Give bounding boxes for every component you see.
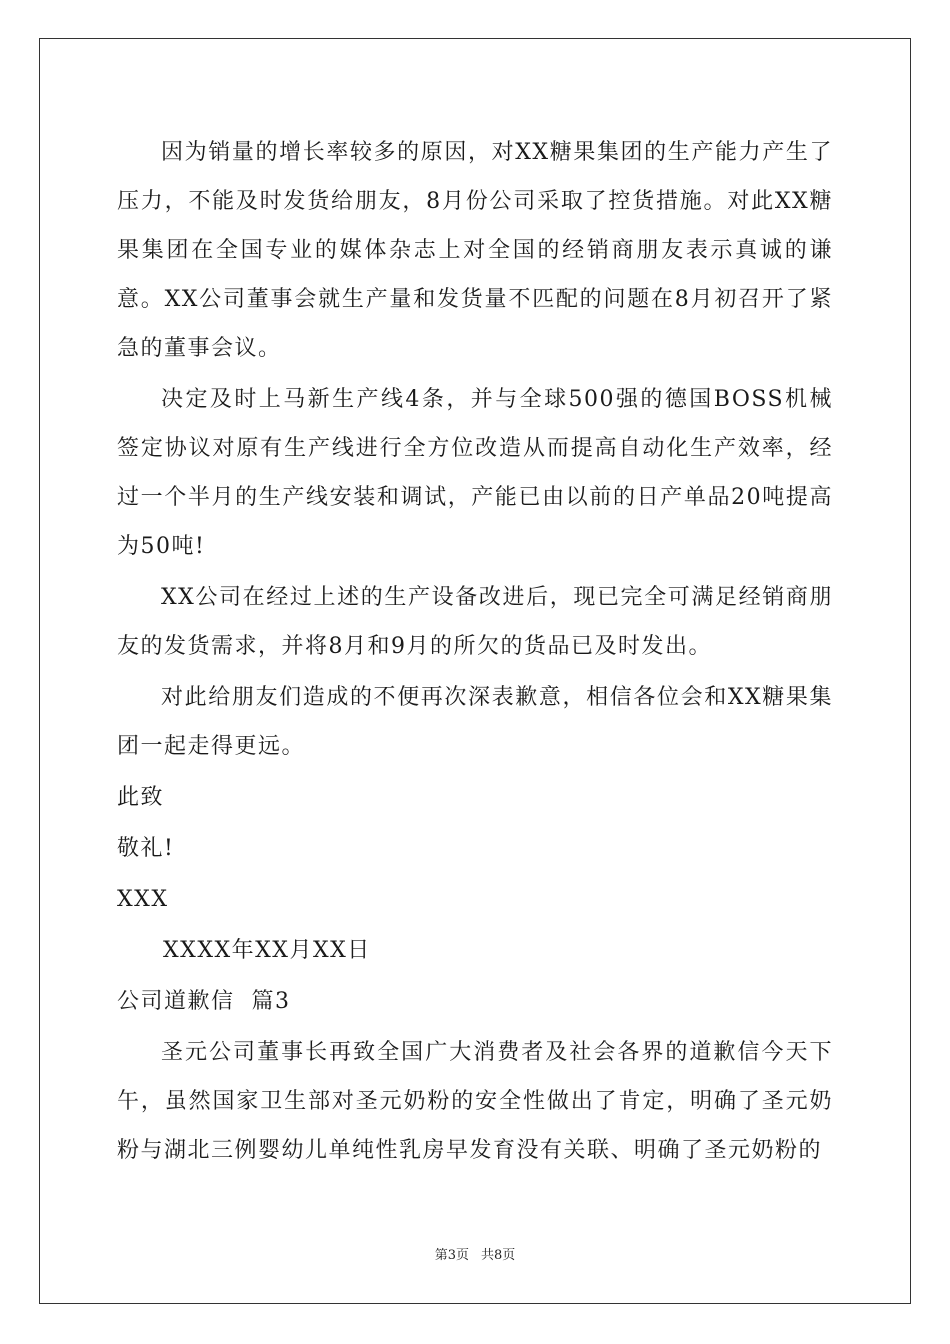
signer-name: XXX [117,887,169,912]
paragraph-4: 对此给朋友们造成的不便再次深表歉意，相信各位会和XX糖果集团一起走得更远。 [117,685,833,759]
paragraph-3: XX公司在经过上述的生产设备改进后，现已完全可满足经销商朋友的发货需求，并将8月和9月的所欠的货品已及时发出。 [117,585,833,659]
paragraph-1: 因为销量的增长率较多的原因，对XX糖果集团的生产能力产生了压力，不能及时发货给朋友，8月份公司采取了控货措施。对此XX糖果集团在全国专业的媒体杂志上对全国的经销商朋友表示真诚的谦意。XX公司董事会就生产量和发货量不匹配的问题在8月初召开了紧急的董事会议。 [117,140,833,361]
document-body [117,128,833,1177]
paragraph-2: 决定及时上马新生产线4条，并与全球500强的德国BOSS机械签定协议对原有生产线进行全方位改造从而提高自动化生产效率，经过一个半月的生产线安装和调试，产能已由以前的日产单品20吨提高为50吨! [117,387,833,559]
page-number-current: 第3页 [434,1248,469,1263]
section-title: 公司道歉信 篇3 [117,989,291,1014]
page-number-total: 共8页 [481,1248,516,1263]
page-footer [0,1244,950,1263]
paragraph-5: 圣元公司董事长再致全国广大消费者及社会各界的道歉信今天下午，虽然国家卫生部对圣元奶粉的安全性做出了肯定，明确了圣元奶粉与湖北三例婴幼儿单纯性乳房早发育没有关联、明确了圣元奶粉的 [117,1040,833,1163]
salutation-line-1: 此致 [117,785,165,810]
letter-date: XXXX年XX月XX日 [163,938,371,963]
salutation-line-2: 敬礼! [117,836,175,861]
